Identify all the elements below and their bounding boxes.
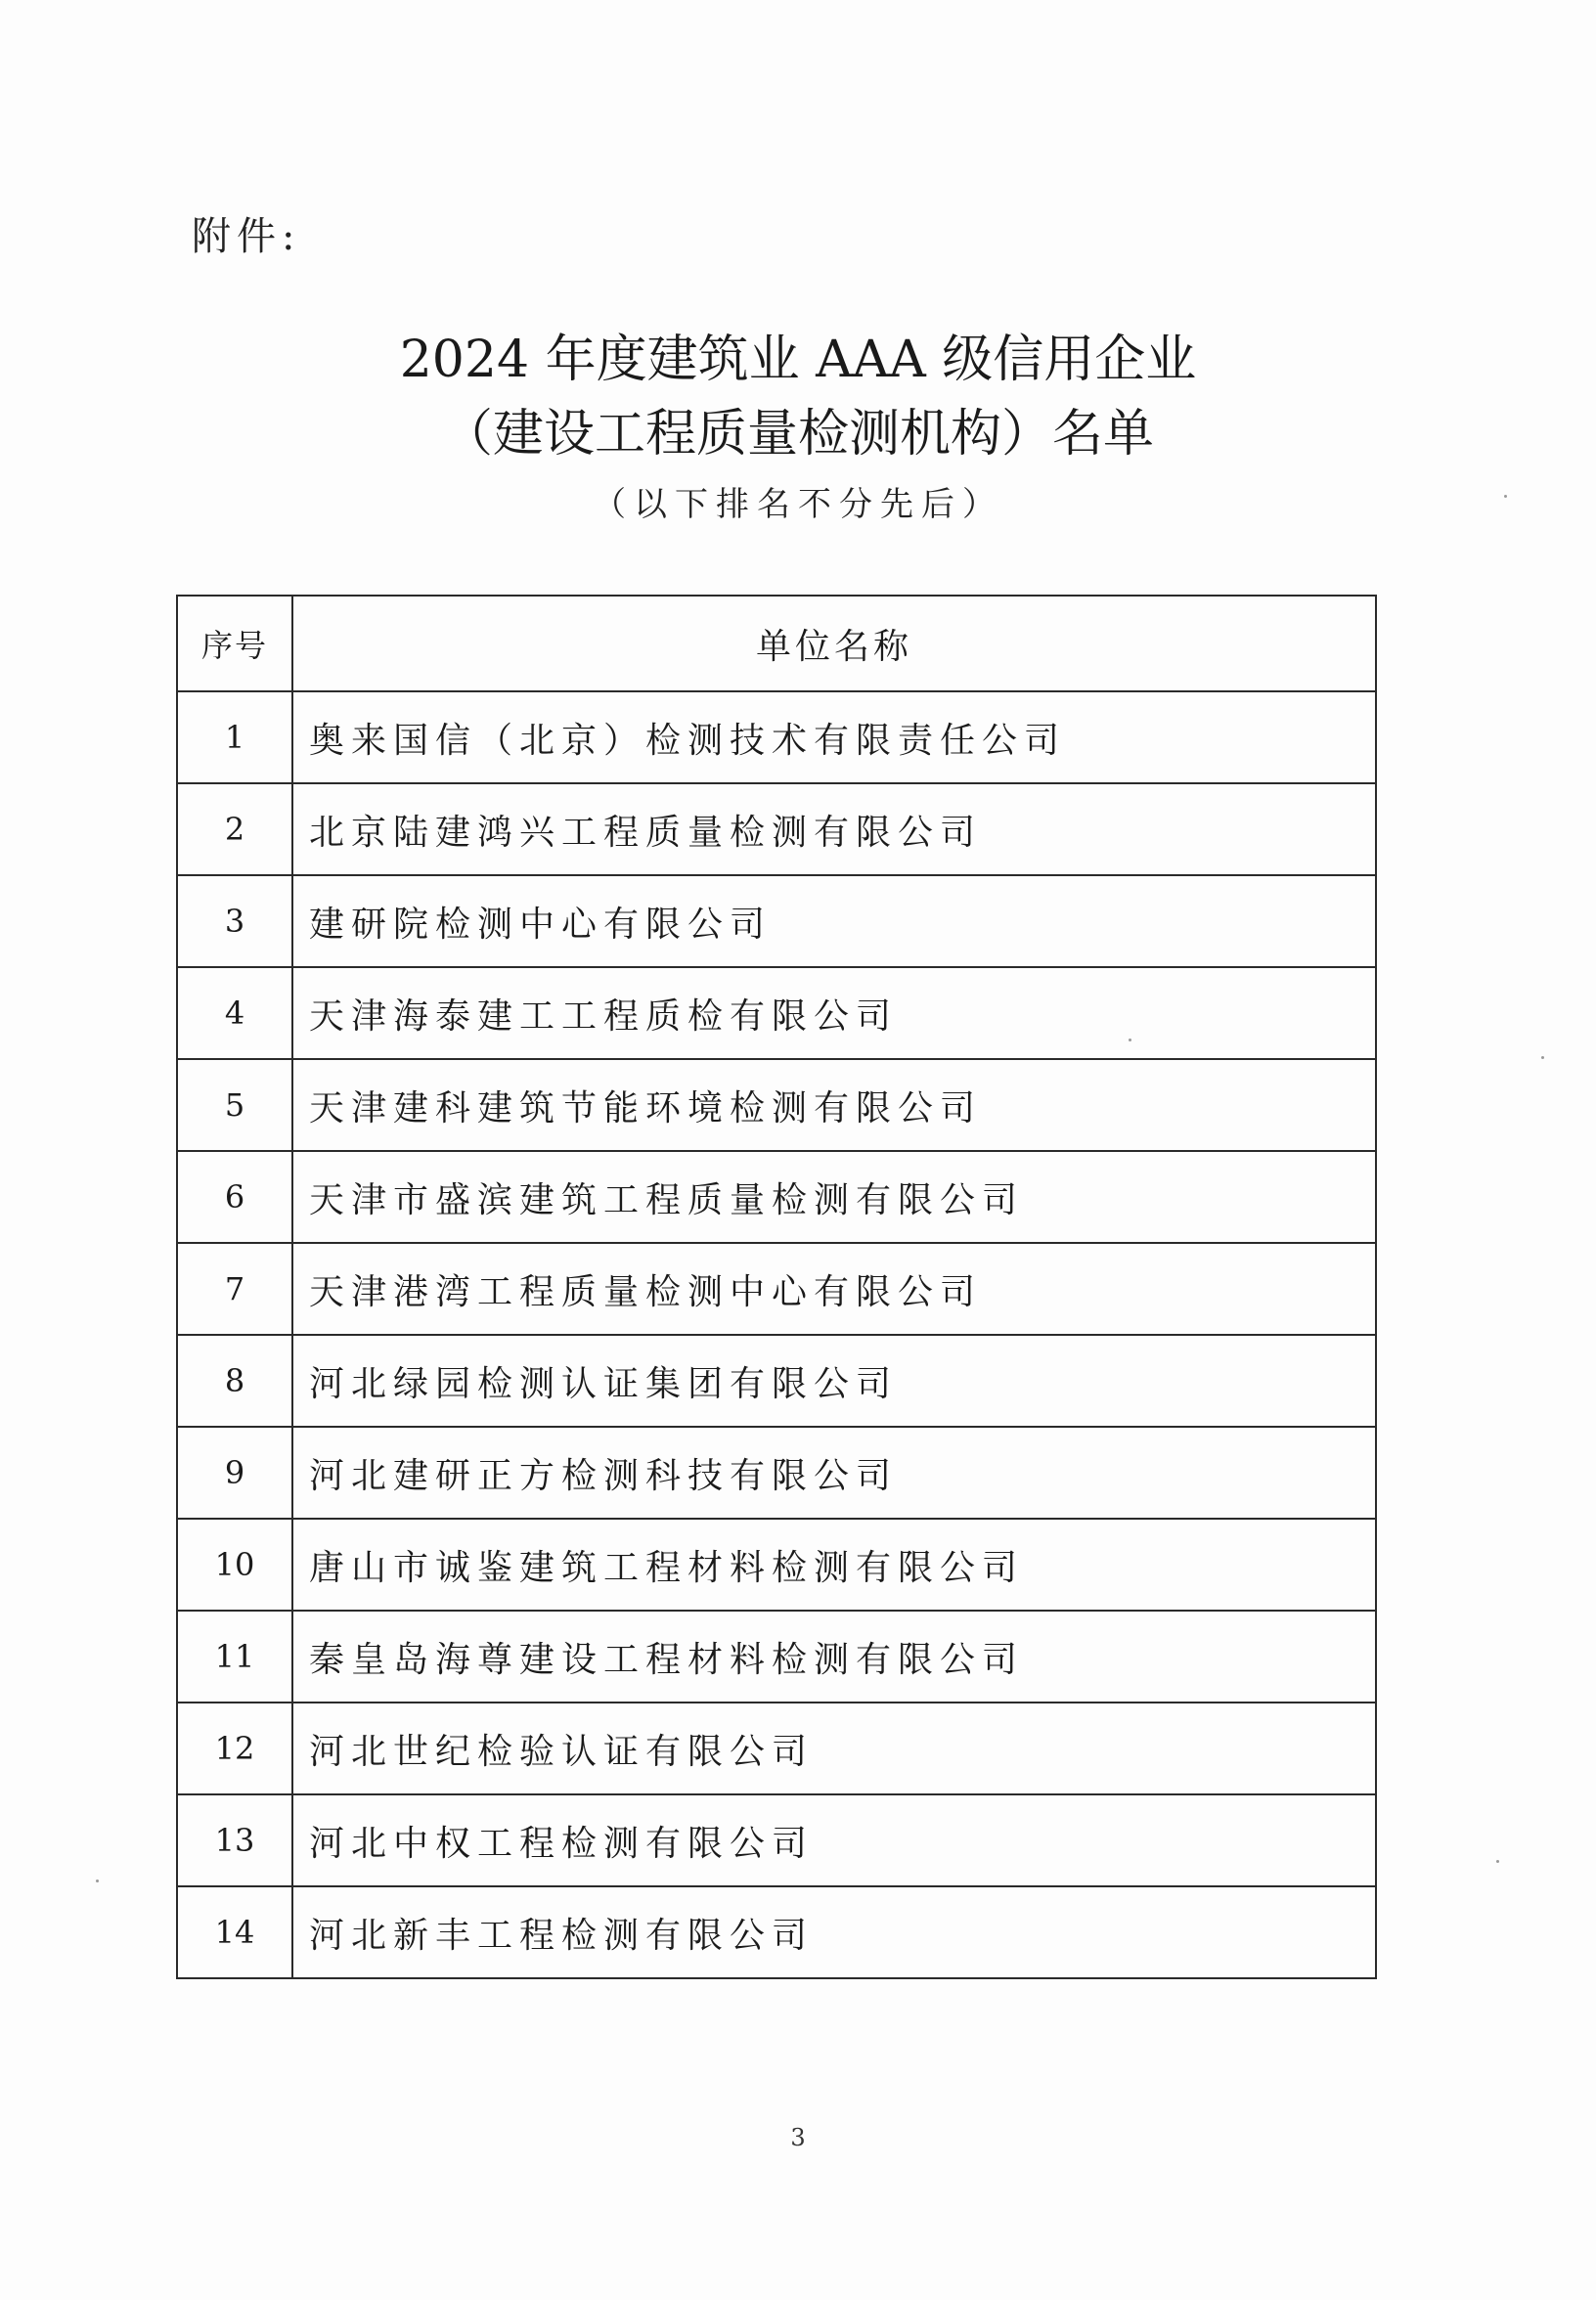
row-serial-number: 10 xyxy=(177,1519,292,1611)
scan-speck xyxy=(1129,1039,1131,1041)
row-company-name: 河北绿园检测认证集团有限公司 xyxy=(292,1335,1376,1427)
row-company-name: 建研院检测中心有限公司 xyxy=(292,875,1376,967)
table-row xyxy=(177,1427,1376,1519)
document-title-line2: （建设工程质量检测机构）名单 xyxy=(441,405,1154,464)
row-serial-number: 4 xyxy=(177,967,292,1059)
table-row xyxy=(177,1151,1376,1243)
row-serial-number: 7 xyxy=(177,1243,292,1335)
row-company-name: 秦皇岛海尊建设工程材料检测有限公司 xyxy=(292,1611,1376,1703)
scan-speck xyxy=(1504,495,1507,498)
table-row xyxy=(177,967,1376,1059)
scan-speck xyxy=(96,1880,99,1882)
table-row xyxy=(177,1335,1376,1427)
table-row xyxy=(177,1703,1376,1794)
table-row xyxy=(177,691,1376,783)
table-header-row xyxy=(177,596,1376,691)
row-company-name: 河北世纪检验认证有限公司 xyxy=(292,1703,1376,1794)
row-company-name: 唐山市诚鉴建筑工程材料检测有限公司 xyxy=(292,1519,1376,1611)
row-company-name: 天津市盛滨建筑工程质量检测有限公司 xyxy=(292,1151,1376,1243)
row-company-name: 河北中权工程检测有限公司 xyxy=(292,1794,1376,1886)
row-company-name: 河北建研正方检测科技有限公司 xyxy=(292,1427,1376,1519)
page-number: 3 xyxy=(790,2124,806,2151)
row-serial-number: 14 xyxy=(177,1886,292,1978)
company-list-table xyxy=(176,595,1377,1979)
row-serial-number: 13 xyxy=(177,1794,292,1886)
table-row xyxy=(177,875,1376,967)
row-company-name: 奥来国信（北京）检测技术有限责任公司 xyxy=(292,691,1376,783)
header-serial-number: 序号 xyxy=(177,596,292,691)
header-company-name: 单位名称 xyxy=(292,596,1376,691)
document-subtitle: （以下排名不分先后） xyxy=(593,485,1003,524)
company-list-table-wrapper xyxy=(176,595,1377,1979)
row-serial-number: 12 xyxy=(177,1703,292,1794)
row-serial-number: 2 xyxy=(177,783,292,875)
scan-speck xyxy=(1496,1860,1499,1863)
row-company-name: 天津建科建筑节能环境检测有限公司 xyxy=(292,1059,1376,1151)
attachment-label: 附件: xyxy=(192,214,301,259)
row-serial-number: 5 xyxy=(177,1059,292,1151)
table-row xyxy=(177,1059,1376,1151)
row-serial-number: 6 xyxy=(177,1151,292,1243)
table-row xyxy=(177,1794,1376,1886)
table-row xyxy=(177,1243,1376,1335)
row-company-name: 北京陆建鸿兴工程质量检测有限公司 xyxy=(292,783,1376,875)
row-serial-number: 8 xyxy=(177,1335,292,1427)
row-company-name: 天津海泰建工工程质检有限公司 xyxy=(292,967,1376,1059)
row-serial-number: 1 xyxy=(177,691,292,783)
row-company-name: 河北新丰工程检测有限公司 xyxy=(292,1886,1376,1978)
table-row xyxy=(177,1611,1376,1703)
table-row xyxy=(177,1519,1376,1611)
row-company-name: 天津港湾工程质量检测中心有限公司 xyxy=(292,1243,1376,1335)
table-row xyxy=(177,783,1376,875)
scan-speck xyxy=(1541,1056,1544,1059)
row-serial-number: 11 xyxy=(177,1611,292,1703)
row-serial-number: 3 xyxy=(177,875,292,967)
document-title-line1: 2024 年度建筑业 AAA 级信用企业 xyxy=(399,331,1197,389)
row-serial-number: 9 xyxy=(177,1427,292,1519)
table-row xyxy=(177,1886,1376,1978)
